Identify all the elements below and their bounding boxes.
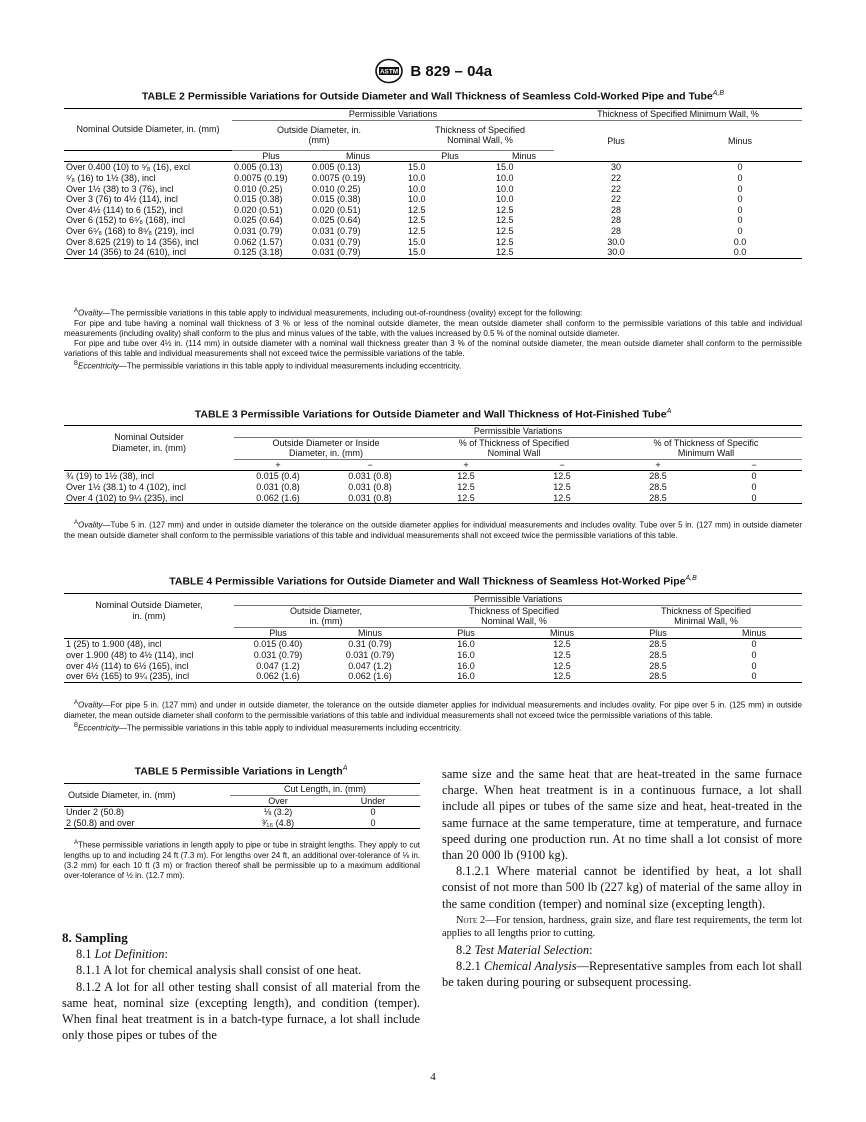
- t2-cell: 22: [610, 172, 621, 183]
- t2-row: [64, 215, 802, 226]
- t2-row: [64, 184, 802, 195]
- t5-cell: 2 (50.8) and over: [66, 817, 135, 828]
- table3-footnotes: $^A$Ovality—Tube 5 in. (127 mm) and under in outside diameter the tolerance on the outside diameter applies for individual measurements and includes ovality. Tube over 5 in. (127 mm) in outside diameter the mean outside diameter shall conform to the permissible variations of this table and individual measurements shall not exceed twice the permissible variations of this table.: [64, 520, 802, 540]
- para-8-2-1: 8.2.1 Chemical Analysis—Representative samples from each lot shall be taken during pouring or subsequent processing.: [442, 959, 802, 990]
- t3-cell: 12.5: [553, 471, 571, 482]
- t2-cell: 15.0: [408, 162, 426, 173]
- t4-cell: 28.5: [649, 660, 667, 671]
- t2-cell: ⁵⁄₈ (16) to 1½ (38), incl: [66, 172, 156, 183]
- table4-caption: TABLE 4 Permissible Variations for Outside Diameter and Wall Thickness of Seamless Hot-Worked Pipe$^{A,B}$: [169, 575, 697, 588]
- t3-cell: ¾ (19) to 1½ (38), incl: [66, 471, 155, 482]
- table2-footnotes: $^A$Ovality—The permissible variations in this table apply to individual measurements, including out-of-roundness (ovality) except for the following: For pipe and tube having a nominal wall thickness of 3 % or less of the nominal outside diameter, the mean outside diameter shall conform to the permissible variations of this table and individual measurements (including ovality) shall conform to the plus and minus values of the table, with the values increased by 0.5 % of the nominal outside diameter. For pipe and tube over 4½ in. (114 mm) in outside diameter with a nominal wall thickness greater than 3 % of the nominal outside diameter, the mean outside diameter shall conform to the permissible variations of this table and individual measurements shall not exceed twice the permissible variations of the table. $^B$Eccentricity—The permissible variations in this table apply to individual measurements including eccentricity.: [64, 308, 802, 371]
- t2-cell: 12.5: [408, 225, 426, 236]
- t4-cell: 0.015 (0.40): [253, 639, 303, 650]
- t2-cell: Over 0.400 (10) to ⁵⁄₈ (16), excl: [66, 162, 191, 173]
- t2-h-nominal: Nominal Outside Diameter, in. (mm): [64, 109, 232, 151]
- t2-row: [64, 247, 802, 258]
- t2-cell: 0.025 (0.64): [234, 215, 283, 226]
- table4-body: [64, 639, 802, 682]
- t3-cell: Over 4 (102) to 9¼ (235), incl: [66, 492, 184, 503]
- t4-row: [64, 639, 802, 650]
- t3-h-nominal: Nominal Outsider Diameter, in. (mm): [111, 432, 186, 453]
- t5-h-od: Outside Diameter, in. (mm): [64, 784, 230, 807]
- page-header: [0, 58, 866, 84]
- t4-cell: 0.062 (1.6): [256, 671, 300, 682]
- t2-cell: 0.020 (0.51): [234, 204, 283, 215]
- t4-cell: 12.5: [553, 649, 571, 660]
- t2-h-min-wall: Thickness of Specified Minimum Wall, %: [554, 109, 802, 121]
- t2-cell: 30: [610, 162, 621, 173]
- t5-h-cut: Cut Length, in. (mm): [230, 784, 420, 796]
- t4-cell: 0: [751, 660, 757, 671]
- t3-cell: 0.062 (1.6): [256, 492, 300, 503]
- t4-cell: 0: [751, 671, 757, 682]
- t4-cell: 16.0: [457, 639, 475, 650]
- t2-cell: 15.0: [496, 162, 514, 173]
- t3-cell: 12.5: [457, 492, 475, 503]
- t4-cell: 0.31 (0.79): [348, 639, 392, 650]
- t2-row: [64, 226, 802, 237]
- t2-cell: 0: [737, 225, 743, 236]
- t3-cell: 0.015 (0.4): [256, 471, 300, 482]
- t2-cell: 30.0: [607, 247, 625, 258]
- t3-h-nom-wall: % of Thickness of Specified Nominal Wall: [418, 437, 610, 459]
- t4-cell: 16.0: [457, 660, 475, 671]
- t3-h-min-wall: % of Thickness of Specific Minimum Wall: [610, 437, 802, 459]
- para-continued: same size and the same heat that are heat-treated in the same furnace charge. When heat treatment is in a continuous furnace, a lot shall include all pipes or tubes of the same size and heat, heat-treated in the same furnace at the same temperature, time at temperature, and furnace speed during one production run. At no time shall a lot consist of more than 20 000 lb (9100 kg).: [442, 767, 802, 863]
- t2-cell: 15.0: [408, 247, 426, 258]
- t5-row: [64, 807, 420, 818]
- para-8-1-2: 8.1.2 A lot for all other testing shall consist of all material from the same heat, nominal size (excepting length), and condition (temper). When final heat treatment is in a batch-type furnace, a lot shall include only those pipes or tubes of the: [62, 979, 420, 1043]
- left-column-text: 8. Sampling 8.1 Lot Definition: 8.1.1 A lot for chemical analysis shall consist of one heat. 8.1.2 A lot for all other testing shall consist of all material from the same heat, nominal size (excepting length), and condition (temper). When final heat treatment is in a batch-type furnace, a lot shall include only those pipes or tubes of the: [62, 930, 420, 1043]
- t3-h-od: Outside Diameter or Inside Diameter, in. (mm): [234, 437, 418, 459]
- t2-h-thick: Thickness of Specified Nominal Wall, %: [406, 120, 554, 150]
- t2-cell: 0.031 (0.79): [312, 236, 361, 247]
- table5-caption: TABLE 5 Permissible Variations in Length$^A$: [134, 765, 348, 778]
- t2-cell: 0.031 (0.79): [234, 225, 283, 236]
- t5-cell: 0: [370, 817, 376, 828]
- t4-cell: 0.047 (1.2): [348, 660, 392, 671]
- t4-h-nom-wall: Thickness of Specified Nominal Wall, %: [418, 605, 610, 627]
- t3-cell: 0: [751, 471, 757, 482]
- table2-caption: TABLE 2 Permissible Variations for Outside Diameter and Wall Thickness of Seamless Cold-Worked Pipe and Tube$^{A,B}$: [141, 90, 725, 103]
- t4-cell: 0.047 (1.2): [256, 660, 300, 671]
- t3-cell: Over 1½ (38.1) to 4 (102), incl: [66, 481, 187, 492]
- t2-cell: 0.0: [733, 236, 747, 247]
- t2-cell: Over 4½ (114) to 6 (152), incl: [66, 204, 183, 215]
- t4-h-perm: Permissible Variations: [234, 594, 802, 606]
- t2-cell: 10.0: [496, 172, 514, 183]
- table3-caption: TABLE 3 Permissible Variations for Outside Diameter and Wall Thickness of Hot-Finished Tube$^A$: [194, 408, 672, 421]
- t4-cell: over 4½ (114) to 6½ (165), incl: [66, 660, 189, 671]
- t2-cell: 28: [610, 215, 621, 226]
- t3-row: [64, 493, 802, 504]
- t2-cell: 0: [737, 215, 743, 226]
- t2-cell: 0.0075 (0.19): [312, 172, 366, 183]
- t5-cell: ⅛ (3.2): [263, 807, 293, 818]
- t2-cell: 10.0: [496, 183, 514, 194]
- t2-cell: 0.0075 (0.19): [234, 172, 288, 183]
- t4-cell: over 1.900 (48) to 4½ (114), incl: [66, 649, 194, 660]
- t2-cell: 10.0: [496, 194, 514, 205]
- t4-cell: 12.5: [553, 639, 571, 650]
- t4-cell: 0.062 (1.6): [348, 671, 392, 682]
- t3-cell: 28.5: [649, 481, 667, 492]
- t3-row: [64, 482, 802, 493]
- t2-cell: 0: [737, 183, 743, 194]
- t3-cell: 28.5: [649, 471, 667, 482]
- astm-logo-icon: [374, 58, 404, 84]
- t4-h-nominal: Nominal Outside Diameter, in. (mm): [95, 600, 203, 621]
- t3-cell: 12.5: [457, 481, 475, 492]
- t2-cell: Over 6 (152) to 6⁵⁄₈ (168), incl: [66, 215, 186, 226]
- t2-cell: Over 14 (356) to 24 (610), incl: [66, 247, 187, 258]
- t2-cell: 0: [737, 162, 743, 173]
- table5: Outside Diameter, in. (mm) Cut Length, in. (mm) Over Under Under 2 (50.8) ⅛ (3.2) 0 2 (50.8) and over ³⁄₁₆ (4.8) 0: [64, 783, 420, 829]
- t4-row: [64, 661, 802, 672]
- t2-cell: 0.015 (0.38): [234, 194, 283, 205]
- t2-cell: 10.0: [408, 194, 426, 205]
- t2-h-plus-min: Plus: [554, 120, 678, 162]
- t2-cell: 0.005 (0.13): [234, 162, 283, 173]
- t3-cell: 0.031 (0.8): [348, 481, 392, 492]
- t2-h-perm: Permissible Variations: [232, 109, 554, 121]
- table3: Nominal Outsider Diameter, in. (mm) Permissible Variations Outside Diameter or Inside Diameter, in. (mm) % of Thickness of Specified Nominal Wall % of Thickness of Specific Minimum Wall + − + − + − ¾ (19) to 1½ (38), incl 0.015 (0.4) 0.031 (0.8) 12.5 12.5 28.5 0 Over 1½ (38.1) to 4 (102), incl 0.031 (0.8) 0.031 (0.8) 12.5 12.5 28.5 0 Over 4 (102) to 9¼ (235), incl 0.062 (1.6) 0.031 (0.8) 12.5 12.5 28.5 0: [64, 425, 802, 504]
- t2-h-th-minus: Minus: [511, 150, 536, 161]
- t3-cell: 12.5: [553, 492, 571, 503]
- t2-h-od: Outside Diameter, in. (mm): [232, 120, 406, 150]
- t4-cell: 28.5: [649, 671, 667, 682]
- t2-cell: 22: [610, 183, 621, 194]
- table2-body: [64, 162, 802, 258]
- t3-cell: 0.031 (0.8): [348, 492, 392, 503]
- t2-cell: Over 3 (76) to 4½ (114), incl: [66, 194, 178, 205]
- designation: B 829 – 04a: [410, 62, 493, 80]
- table5-footnotes: $^A$These permissible variations in length apply to pipe or tube in straight lengths. They apply to cut lengths up to and including 24 ft (7.3 m). For lengths over 24 ft, an additional over-tolerance of ⅛ in. (3.2 mm) for each 10 ft (3 m) or fraction thereof shall be permissible up to a maximum additional over-tolerance of ½ in. (12.7 mm).: [64, 840, 420, 880]
- t2-h-od-minus: Minus: [345, 150, 370, 161]
- t4-h-min-wall: Thickness of Specified Minimal Wall, %: [610, 605, 802, 627]
- t2-cell: 0.025 (0.64): [312, 215, 361, 226]
- t2-row: [64, 205, 802, 216]
- t4-cell: 16.0: [457, 649, 475, 660]
- t2-cell: 0.005 (0.13): [312, 162, 361, 173]
- table5-body: [64, 807, 420, 829]
- t2-cell: 28: [610, 225, 621, 236]
- t2-cell: 0.015 (0.38): [312, 194, 361, 205]
- t3-row: [64, 471, 802, 482]
- t2-h-minus-min: Minus: [678, 120, 802, 162]
- t4-h-od: Outside Diameter, in. (mm): [234, 605, 418, 627]
- t2-cell: 12.5: [408, 204, 426, 215]
- t3-cell: 0.031 (0.8): [348, 471, 392, 482]
- t3-cell: 12.5: [457, 471, 475, 482]
- t2-cell: 12.5: [496, 247, 514, 258]
- table2: [64, 108, 802, 259]
- t4-cell: 0.031 (0.79): [345, 649, 395, 660]
- t2-cell: 15.0: [408, 236, 426, 247]
- t2-cell: 0.031 (0.79): [312, 225, 361, 236]
- table4: Nominal Outside Diameter, in. (mm) Permissible Variations Outside Diameter, in. (mm) Thickness of Specified Nominal Wall, % Thickness of Specified Minimal Wall, % Plus Minus Plus Minus Plus Minus 1 (25) to 1.900 (48), incl 0.015 (0.40) 0.31 (0.79) 16.0 12.5 28.5 0 over 1.900 (48) to 4½ (114), incl 0.031 (0.79) 0.031 (0.79) 16.0 12.5 28.5 0 over 4½ (114) to 6½ (165), incl 0.047 (1.2) 0.047 (1.2) 16.0 12.5 28.5 0 over 6½ (165) to 9¼ (235), incl 0.062 (1.6) 0.062 (1.6) 16.0 12.5 28.5 0: [64, 593, 802, 683]
- t2-cell: 12.5: [496, 215, 514, 226]
- section-heading: 8. Sampling: [62, 930, 128, 945]
- para-8-1-1: 8.1.1 A lot for chemical analysis shall consist of one heat.: [76, 963, 362, 978]
- t2-cell: 12.5: [496, 225, 514, 236]
- t2-cell: 0.125 (3.18): [234, 247, 283, 258]
- t4-cell: 0.031 (0.79): [253, 649, 303, 660]
- t4-cell: 28.5: [649, 649, 667, 660]
- right-column-text: same size and the same heat that are heat-treated in the same furnace charge. When heat treatment is in a continuous furnace, a lot shall include all pipes or tubes of the same size and heat, heat-treated in the same furnace at the same temperature, time at temperature, and furnace speed during one production run. At no time shall a lot consist of more than 20 000 lb (9100 kg). 8.1.2.1 Where material cannot be identified by heat, a lot shall consist of not more than 500 lb (227 kg) of material of the same alloy in the same condition (temper) and nominal size (excepting length). Note 2—For tension, hardness, grain size, and flare test requirements, the term lot applies to all lengths prior to cutting. 8.2 Test Material Selection: 8.2.1 Chemical Analysis—Representative samples from each lot shall be taken during pouring or subsequent processing.: [442, 767, 803, 990]
- t3-cell: 28.5: [649, 492, 667, 503]
- t4-cell: 0: [751, 649, 757, 660]
- page-number: 4: [430, 1071, 436, 1083]
- t2-cell: 0: [737, 194, 743, 205]
- t2-cell: 0.010 (0.25): [312, 183, 361, 194]
- t2-cell: 12.5: [496, 204, 514, 215]
- t2-cell: Over 8.625 (219) to 14 (356), incl: [66, 236, 199, 247]
- t4-cell: 0: [751, 639, 757, 650]
- table4-footnotes: $^A$Ovality—For pipe 5 in. (127 mm) and under in outside diameter, the tolerance on the outside diameter applies for individual measurements and includes ovality. For pipe over 5 in. (125 mm) in outside diameter, the mean outside diameter shall conform to the permissible variations of this table and individual measurements shall not exceed twice the permissible variations of this table. $^B$Eccentricity—The permissible variations in this table apply to individual measurements including eccentricity.: [64, 700, 802, 733]
- t2-cell: 0.010 (0.25): [234, 183, 283, 194]
- t2-cell: 22: [610, 194, 621, 205]
- t4-cell: 28.5: [649, 639, 667, 650]
- t2-cell: 0.0: [733, 247, 747, 258]
- t3-h-perm: Permissible Variations: [234, 426, 802, 438]
- t2-cell: 0: [737, 204, 743, 215]
- t5-cell: 0: [370, 807, 376, 818]
- t2-cell: 10.0: [408, 183, 426, 194]
- t5-row: [64, 818, 420, 829]
- t2-cell: 30.0: [607, 236, 625, 247]
- t5-cell: Under 2 (50.8): [66, 807, 125, 818]
- table3-body: [64, 471, 802, 504]
- t2-row: [64, 194, 802, 205]
- t2-cell: 0.062 (1.57): [234, 236, 283, 247]
- t2-row: [64, 237, 802, 248]
- t2-h-od-plus: Plus: [262, 150, 280, 161]
- t5-cell: ³⁄₁₆ (4.8): [261, 817, 295, 828]
- t2-cell: 0.020 (0.51): [312, 204, 361, 215]
- t2-row: [64, 162, 802, 173]
- t4-cell: 12.5: [553, 660, 571, 671]
- t3-cell: 0: [751, 492, 757, 503]
- t4-row: [64, 671, 802, 682]
- t2-cell: Over 1½ (38) to 3 (76), incl: [66, 183, 174, 194]
- t2-cell: 0.031 (0.79): [312, 247, 361, 258]
- logo-text: ASTM: [379, 68, 398, 76]
- t2-cell: 0: [737, 172, 743, 183]
- t2-cell: 12.5: [408, 215, 426, 226]
- t3-cell: 0.031 (0.8): [256, 481, 300, 492]
- t2-cell: 10.0: [408, 172, 426, 183]
- t2-cell: Over 6⁵⁄₈ (168) to 8⁵⁄₈ (219), incl: [66, 225, 194, 236]
- t2-h-th-plus: Plus: [441, 150, 459, 161]
- t3-cell: 12.5: [553, 481, 571, 492]
- t4-cell: over 6½ (165) to 9¼ (235), incl: [66, 671, 190, 682]
- t4-row: [64, 650, 802, 661]
- t4-cell: 12.5: [553, 671, 571, 682]
- para-8-1-2-1: 8.1.2.1 Where material cannot be identified by heat, a lot shall consist of not more than 500 lb (227 kg) of material of the same alloy in the same condition (temper) and nominal size (excepting length).: [442, 864, 802, 911]
- t2-row: [64, 173, 802, 184]
- t4-cell: 16.0: [457, 671, 475, 682]
- t4-cell: 1 (25) to 1.900 (48), incl: [66, 639, 162, 650]
- t2-cell: 12.5: [496, 236, 514, 247]
- note-2: Note 2—For tension, hardness, grain size, and flare test requirements, the term lot applies to all lengths prior to cutting.: [442, 914, 803, 939]
- t3-cell: 0: [751, 481, 757, 492]
- t2-cell: 28: [610, 204, 621, 215]
